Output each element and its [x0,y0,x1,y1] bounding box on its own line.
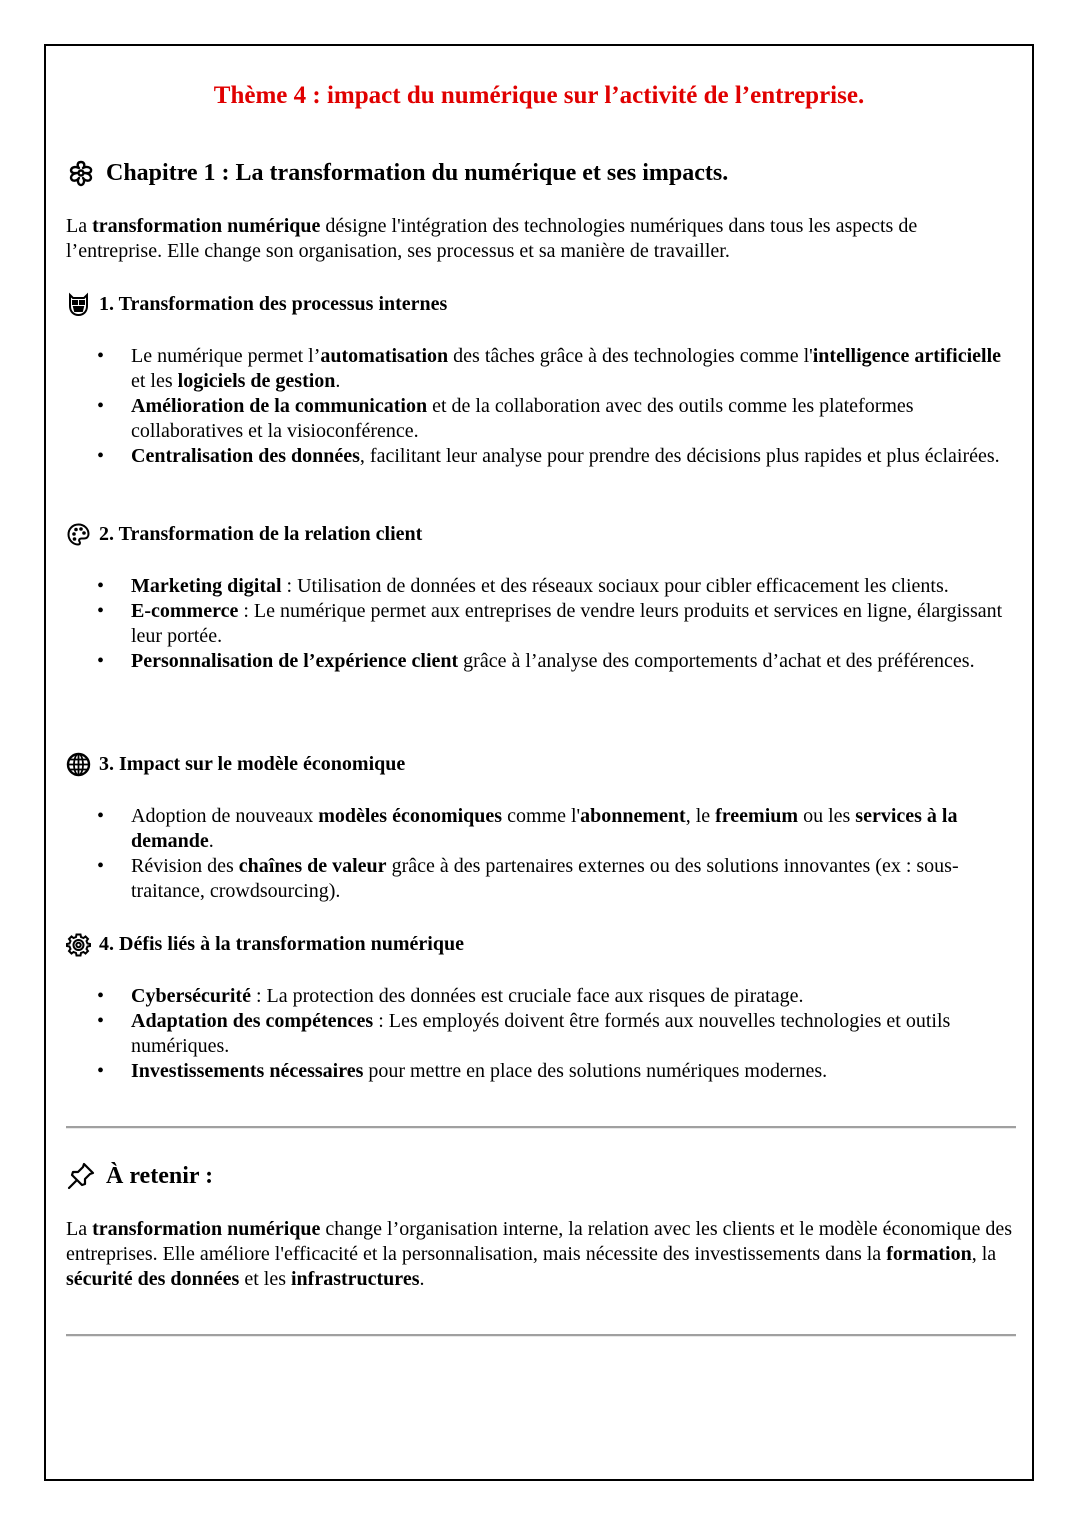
list-item [66,1009,1016,1059]
list-item [66,394,1016,444]
section-heading-1 [66,291,447,317]
text-run: ou les [798,805,856,827]
bold-term: transformation numérique [92,215,321,237]
section-heading-label: 4. Défis liés à la transformation numérique [99,933,464,955]
list-item [66,854,1016,904]
section-heading-label: 1. Transformation des processus internes [99,293,448,315]
section-heading-2 [66,521,422,547]
bold-term: Personnalisation de l’expérience client [131,650,459,672]
bold-term: Adaptation des compétences [131,1010,374,1032]
text-run: Le numérique permet l’ [131,345,321,367]
bold-term: Cybersécurité [131,985,251,1007]
text-run: comme l' [502,805,581,827]
bold-term: Marketing digital [131,575,282,597]
intro-paragraph [66,214,1016,264]
retenir-label: À retenir : [106,1163,214,1189]
document-title: Thème 4 : impact du numérique sur l’activité de l’entreprise. [213,82,865,109]
text-run: , le [685,805,716,827]
list-item [66,444,1016,469]
text-run: . [335,370,341,392]
text-run: , facilitant leur analyse pour prendre des décisions plus rapides et plus éclairées. [359,445,1000,467]
text-run: et les [131,370,178,392]
bold-term: services à la demande [131,805,958,852]
text-run: et de la collaboration avec des outils comme les plateformes collaboratives et la visioconférence. [131,395,914,442]
text-run: désigne l'intégration des technologies numériques dans tous les aspects de l’entreprise. Elle change son organisation, ses processus et sa manière de travailler. [66,215,918,262]
text-run: La [66,215,93,237]
list-item [66,1059,1016,1084]
text-run: grâce à l’analyse des comportements d’achat et des préférences. [458,650,975,672]
text-run: : Les employés doivent être formés aux nouvelles technologies et outils numériques. [131,1010,951,1057]
clover-flower-icon [66,158,96,188]
palette-icon [66,522,91,547]
section-heading-3 [66,751,405,777]
text-run: change l’organisation interne, la relation avec les clients et le modèle économique des entreprises. Elle améliore l'efficacité et la personnalisation, mais nécessite des investissements dans la [66,1218,1013,1265]
bold-term: chaînes de valeur [238,855,387,877]
list-item [66,984,1016,1009]
chapter-label: Chapitre 1 : La transformation du numérique et ses impacts. [106,160,729,186]
text-run: . [419,1268,425,1290]
bold-term: E-commerce [131,600,239,622]
bold-term: Amélioration de la communication [131,395,428,417]
text-run: grâce à des partenaires externes ou des solutions innovantes (ex : sous-traitance, crowdsourcing). [131,855,959,902]
section-heading-label: 2. Transformation de la relation client [99,523,423,545]
bold-term: Investissements nécessaires [131,1060,364,1082]
section-1-bullets [66,344,1016,469]
text-run: pour mettre en place des solutions numériques modernes. [363,1060,828,1082]
bold-term: freemium [715,805,799,827]
bold-term: infrastructures [290,1268,420,1290]
text-run: : Le numérique permet aux entreprises de vendre leurs produits et services en ligne, élargissant leur portée. [131,600,1003,647]
list-item [66,804,1016,854]
divider-bottom [66,1334,1016,1337]
section-heading-label: 3. Impact sur le modèle économique [99,753,406,775]
bold-term: logiciels de gestion [177,370,336,392]
retenir-heading [66,1160,213,1192]
list-item [66,574,1016,599]
section-2-bullets [66,574,1016,674]
section-heading-4 [66,931,464,957]
text-run: et les [239,1268,291,1290]
list-item [66,344,1016,394]
bold-term: formation [886,1243,972,1265]
text-run: des tâches grâce à des technologies comme l' [448,345,813,367]
bold-term: abonnement [580,805,686,827]
divider-top [66,1126,1016,1129]
gear-icon [66,932,91,957]
list-item [66,599,1016,649]
text-run: La [66,1218,93,1240]
list-item [66,649,1016,674]
globe-icon [66,752,91,777]
robot-face-icon [66,292,91,317]
text-run: , la [971,1243,997,1265]
bold-term: Centralisation des données [131,445,360,467]
bold-term: intelligence artificielle [812,345,1002,367]
text-run: Révision des [131,855,239,877]
chapter-heading [66,157,728,189]
text-run: : La protection des données est cruciale face aux risques de piratage. [250,985,804,1007]
text-run: : Utilisation de données et des réseaux sociaux pour cibler efficacement les clients. [281,575,949,597]
section-4-bullets [66,984,1016,1084]
pushpin-icon [66,1161,96,1191]
text-run: Adoption de nouveaux [131,805,319,827]
text-run: . [208,830,214,852]
retenir-paragraph [66,1217,1016,1292]
bold-term: sécurité des données [66,1268,240,1290]
bold-term: transformation numérique [92,1218,321,1240]
bold-term: automatisation [320,345,449,367]
bold-term: modèles économiques [318,805,503,827]
section-3-bullets [66,804,1016,904]
